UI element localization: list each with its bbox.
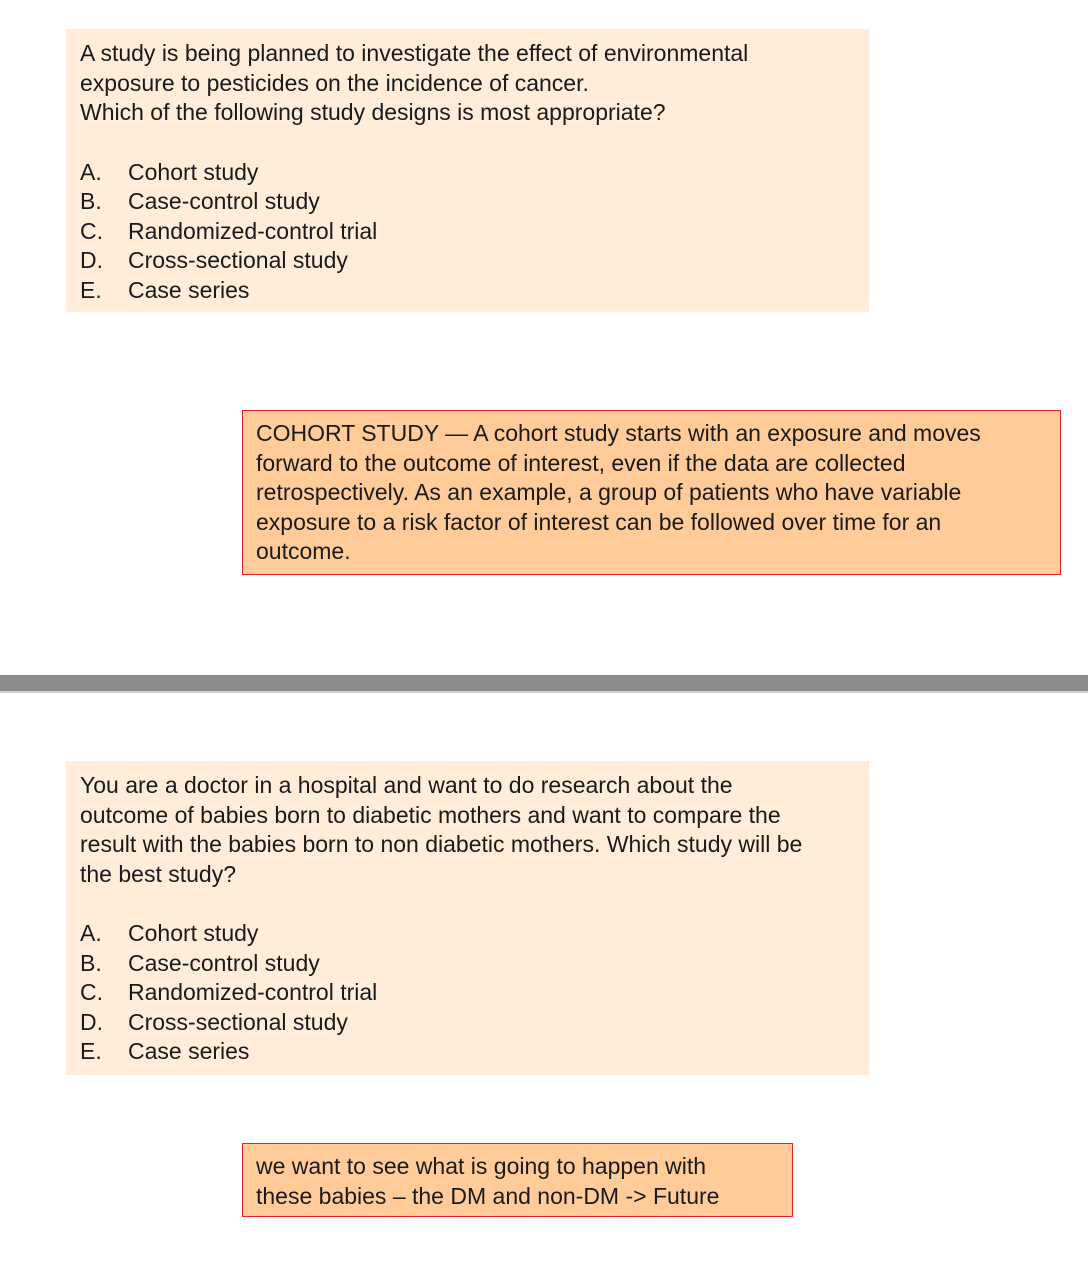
question-1-stem-line: Which of the following study designs is most appropriate? xyxy=(80,99,666,125)
option-text: Case series xyxy=(128,1038,250,1064)
question-2-option-a xyxy=(80,919,855,949)
option-text: Randomized-control trial xyxy=(128,979,378,1005)
option-text: Cross-sectional study xyxy=(128,247,348,273)
question-1-options xyxy=(80,158,855,306)
question-2-stem xyxy=(80,771,855,889)
question-1-option-c xyxy=(80,217,855,247)
option-text: Randomized-control trial xyxy=(128,217,378,244)
option-text: Case series xyxy=(128,276,250,303)
answer-2-callout xyxy=(242,1143,793,1217)
answer-1-line: COHORT STUDY — A cohort study starts with an exposure and moves xyxy=(256,420,981,446)
option-text: Cross-sectional study xyxy=(128,1008,348,1035)
option-letter: D. xyxy=(80,247,103,273)
option-letter: E. xyxy=(80,276,102,303)
option-letter: A. xyxy=(80,158,102,185)
question-1-card xyxy=(66,29,869,312)
answer-1-line: exposure to a risk factor of interest can be followed over time for an xyxy=(256,508,942,535)
option-letter: B. xyxy=(80,949,102,976)
question-1-stem-line: A study is being planned to investigate the effect of environmental xyxy=(80,40,749,66)
option-text: Cohort study xyxy=(128,158,259,185)
question-2-stem-line: the best study? xyxy=(80,860,236,887)
answer-2-line: these babies – the DM and non-DM -> Future xyxy=(256,1182,720,1209)
question-1-stem-line: exposure to pesticides on the incidence of cancer. xyxy=(80,69,589,96)
option-letter: C. xyxy=(80,979,103,1005)
option-letter: B. xyxy=(80,188,102,214)
option-letter: A. xyxy=(80,920,102,946)
answer-2-line: we want to see what is going to happen with xyxy=(256,1153,707,1179)
question-2-stem-line: You are a doctor in a hospital and want to do research about the xyxy=(80,772,733,798)
question-2-options xyxy=(80,919,855,1067)
question-2-card xyxy=(66,761,869,1075)
question-1-option-e xyxy=(80,276,855,306)
question-2-stem-line: result with the babies born to non diabetic mothers. Which study will be xyxy=(80,831,803,857)
answer-1-line: forward to the outcome of interest, even if the data are collected xyxy=(256,449,906,476)
question-2-option-b xyxy=(80,949,855,979)
answer-1-line: outcome. xyxy=(256,538,351,564)
question-1-option-b xyxy=(80,187,855,217)
question-1-stem xyxy=(80,39,855,128)
answer-1-callout xyxy=(242,410,1061,575)
question-2-option-c xyxy=(80,978,855,1008)
question-2-option-d xyxy=(80,1008,855,1038)
slide-divider xyxy=(0,675,1088,691)
question-2-option-e xyxy=(80,1037,855,1067)
option-text: Cohort study xyxy=(128,920,259,946)
option-letter: D. xyxy=(80,1008,103,1035)
question-2-stem-line: outcome of babies born to diabetic mothers and want to compare the xyxy=(80,801,781,828)
option-letter: E. xyxy=(80,1038,102,1064)
option-text: Case-control study xyxy=(128,188,320,214)
answer-1-line: retrospectively. As an example, a group of patients who have variable xyxy=(256,479,962,505)
option-letter: C. xyxy=(80,217,103,244)
option-text: Case-control study xyxy=(128,949,320,976)
question-1-option-d xyxy=(80,246,855,276)
question-1-option-a xyxy=(80,158,855,188)
slide-divider-shadow xyxy=(0,691,1088,693)
